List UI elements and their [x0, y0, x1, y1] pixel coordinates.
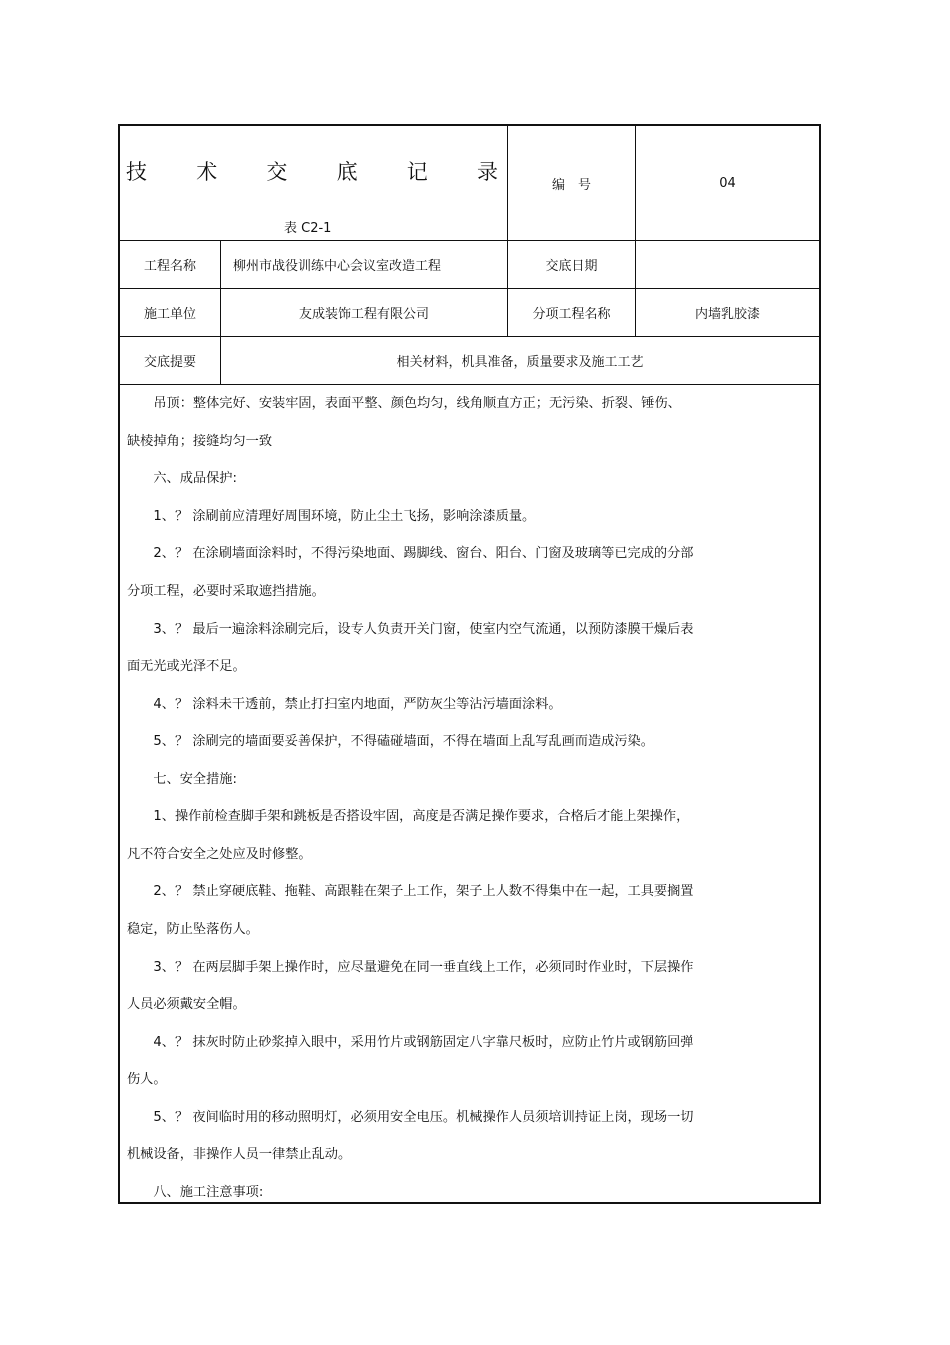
date-value: [635, 240, 819, 288]
body-line: 3、？ 最后一遍涂料涂刷完后，设专人负责开关门窗，使室内空气流通，以预防漆膜干燥后表: [127, 622, 694, 637]
project-name: 柳州市战役训练中心会议室改造工程: [220, 240, 507, 288]
body-line: 稳定，防止坠落伤人。: [127, 922, 259, 937]
disclosure-body: [120, 384, 819, 1202]
body-line: 人员必须戴安全帽。: [127, 997, 246, 1012]
body-line: 缺棱掉角；接缝均匀一致: [127, 434, 273, 449]
body-line: 伤人。: [127, 1072, 167, 1087]
title-char: 交: [266, 160, 288, 184]
header-row: [120, 126, 819, 241]
body-line: 六、成品保护:: [127, 471, 237, 486]
body-line: 分项工程，必要时采取遮挡措施。: [127, 584, 325, 599]
number-label: 编 号: [507, 126, 635, 240]
contractor: 友成装饰工程有限公司: [220, 288, 507, 336]
body-line: 2、？ 禁止穿硬底鞋、拖鞋、高跟鞋在架子上工作，架子上人数不得集中在一起，工具要搁置: [127, 884, 694, 899]
contractor-label: 施工单位: [143, 306, 196, 322]
summary: 相关材料，机具准备，质量要求及施工工艺: [220, 336, 819, 384]
date-label: 交底日期: [507, 240, 635, 288]
number-value: 04: [635, 126, 819, 240]
body-line: 七、安全措施:: [127, 772, 237, 787]
title-char: 录: [476, 160, 498, 184]
title-char: 记: [406, 160, 428, 184]
body-line: 3、？ 在两层脚手架上操作时，应尽量避免在同一垂直线上工作，必须同时作业时，下层操作: [127, 960, 694, 975]
body-line: 4、？ 抹灰时防止砂浆掉入眼中，采用竹片或钢筋固定八字靠尺板时，应防止竹片或钢筋回弹: [127, 1035, 694, 1050]
title-char: 技: [126, 160, 147, 184]
project-row: [120, 240, 819, 289]
body-line: 1、？ 涂刷前应清理好周围环境，防止尘土飞扬，影响涂漆质量。: [127, 509, 536, 524]
tech-disclosure-form: [118, 124, 821, 1204]
body-line: 1、操作前检查脚手架和跳板是否搭设牢固，高度是否满足操作要求，合格后才能上架操作，: [127, 809, 690, 824]
body-line: 5、？ 涂刷完的墙面要妥善保护，不得磕碰墙面，不得在墙面上乱写乱画而造成污染。: [127, 734, 654, 749]
subitem: 内墙乳胶漆: [635, 288, 819, 336]
title-char: 底: [336, 160, 358, 184]
project-name-label: 工程名称: [143, 258, 196, 274]
form-title: [126, 156, 498, 186]
subitem-label: 分项工程名称: [507, 288, 635, 336]
body-line: 机械设备，非操作人员一律禁止乱动。: [127, 1147, 352, 1162]
title-char: 术: [196, 160, 218, 184]
body-line: 2、？ 在涂刷墙面涂料时，不得污染地面、踢脚线、窗台、阳台、门窗及玻璃等已完成的分部: [127, 546, 694, 561]
body-line: 吊顶：整体完好、安装牢固，表面平整、颜色均匀，线角顺直方正；无污染、折裂、锤伤、: [127, 396, 681, 411]
form-number: 表 C2-1: [284, 221, 332, 236]
body-line: 5、？ 夜间临时用的移动照明灯，必须用安全电压。机械操作人员须培训持证上岗，现场一切: [127, 1110, 694, 1125]
body-line: 八、施工注意事项:: [127, 1185, 264, 1200]
body-line: 凡不符合安全之处应及时修整。: [127, 847, 312, 862]
body-line: 面无光或光泽不足。: [127, 659, 246, 674]
summary-row: [120, 336, 819, 385]
summary-label: 交底提要: [143, 354, 196, 370]
body-line: 4、？ 涂料未干透前，禁止打扫室内地面，严防灰尘等沾污墙面涂料。: [127, 697, 562, 712]
title-cell: [120, 126, 507, 240]
contractor-row: [120, 288, 819, 337]
